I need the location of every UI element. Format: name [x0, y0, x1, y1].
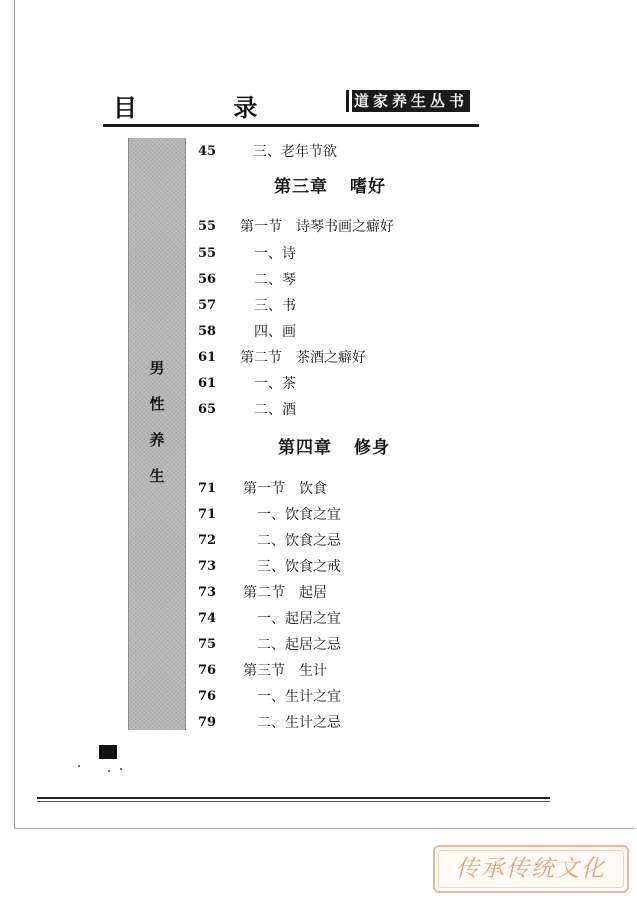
- toc-entry-title: 二、起居之忌: [257, 637, 341, 653]
- toc-page-number: 71: [198, 481, 217, 496]
- toc-page-number: 76: [198, 663, 217, 678]
- chapter-heading[interactable]: [278, 433, 390, 463]
- toc-page-number: 55: [198, 219, 217, 234]
- toc-entry[interactable]: [200, 346, 366, 370]
- toc-entry-title: 一、饮食之宜: [257, 507, 341, 523]
- toc-page-number: 57: [198, 298, 217, 313]
- book-title-char: 男: [149, 359, 165, 377]
- toc-entry[interactable]: [200, 711, 341, 735]
- toc-entry[interactable]: [200, 320, 296, 344]
- toc-page-number: 72: [198, 533, 217, 548]
- toc-section-title: 第二节 起居: [243, 585, 327, 601]
- chapter-title: 嗜好: [350, 177, 386, 197]
- toc-entry[interactable]: [200, 215, 394, 239]
- chapter-number: 第四章: [278, 438, 332, 458]
- book-title-char: 性: [149, 395, 165, 413]
- toc-entry-title: 三、饮食之戒: [257, 559, 341, 575]
- watermark-stamp: 传承传统文化: [433, 845, 629, 893]
- toc-entry-title: 二、酒: [254, 402, 296, 418]
- toc-entry-title: 一、起居之宜: [257, 611, 341, 627]
- series-label: 道家养生丛书: [353, 92, 468, 110]
- toc-page-number: 58: [198, 324, 217, 339]
- toc-entry-title: 一、诗: [254, 246, 296, 262]
- toc-page-number: 73: [198, 585, 217, 600]
- toc-entry-title: 二、生计之忌: [257, 715, 341, 731]
- scan-speck: [78, 765, 80, 767]
- toc-entry[interactable]: [200, 555, 341, 579]
- toc-page-number: 65: [198, 402, 217, 417]
- toc-page-number: 75: [198, 637, 217, 652]
- book-title-char: 生: [149, 467, 165, 485]
- toc-entry[interactable]: [200, 659, 327, 683]
- toc-entry-title: 二、饮食之忌: [257, 533, 341, 549]
- toc-page-number: 61: [198, 350, 217, 365]
- toc-entry-title: 三、书: [254, 298, 296, 314]
- toc-entry[interactable]: [200, 607, 341, 631]
- toc-entry[interactable]: [200, 242, 296, 266]
- toc-entry-title: 四、画: [254, 324, 296, 340]
- toc-page-number: 74: [198, 611, 217, 626]
- chapter-number: 第三章: [274, 177, 328, 197]
- toc-entry[interactable]: [200, 503, 341, 527]
- toc-page-number: 61: [198, 376, 217, 391]
- toc-entry[interactable]: [200, 372, 296, 396]
- toc-entry[interactable]: [200, 294, 296, 318]
- toc-section-title: 第三节 生计: [243, 663, 327, 679]
- footer-rule: [37, 801, 550, 802]
- toc-entry-title: 一、茶: [254, 376, 296, 392]
- toc-entry[interactable]: [200, 529, 341, 553]
- chapter-title: 修身: [354, 438, 390, 458]
- page-number-tab: [99, 745, 117, 759]
- toc-entry[interactable]: [200, 140, 337, 164]
- toc-page-number: 79: [198, 715, 217, 730]
- toc-entry[interactable]: [200, 268, 296, 292]
- toc-entry[interactable]: [200, 581, 327, 605]
- toc-entry-title: 三、老年节欲: [253, 144, 337, 160]
- scan-speck: [108, 770, 110, 772]
- toc-section-title: 第一节 诗琴书画之癖好: [240, 219, 394, 235]
- toc-entry[interactable]: [200, 398, 296, 422]
- toc-section-title: 第一节 饮食: [243, 481, 327, 497]
- toc-entry[interactable]: [200, 633, 341, 657]
- toc-page-number: 56: [198, 272, 217, 287]
- scan-speck: [120, 768, 122, 770]
- page-title: 目 录: [113, 94, 302, 122]
- chapter-heading[interactable]: [274, 172, 386, 202]
- toc-entry[interactable]: [200, 685, 341, 709]
- toc-entry-title: 二、琴: [254, 272, 296, 288]
- toc-page-number: 45: [198, 144, 217, 159]
- toc-page-number: 76: [198, 689, 217, 704]
- toc-page-number: 73: [198, 559, 217, 574]
- footer-rule: [37, 797, 550, 799]
- header-divider: [103, 124, 479, 127]
- book-title-char: 养: [149, 431, 165, 449]
- book-title-vertical: [129, 350, 185, 494]
- toc-section-title: 第二节 茶酒之癖好: [240, 350, 366, 366]
- book-title-band: [128, 138, 186, 730]
- toc-page-number: 71: [198, 507, 217, 522]
- toc-entry[interactable]: [200, 477, 327, 501]
- toc-entry-title: 一、生计之宜: [257, 689, 341, 705]
- toc-page-number: 55: [198, 246, 217, 261]
